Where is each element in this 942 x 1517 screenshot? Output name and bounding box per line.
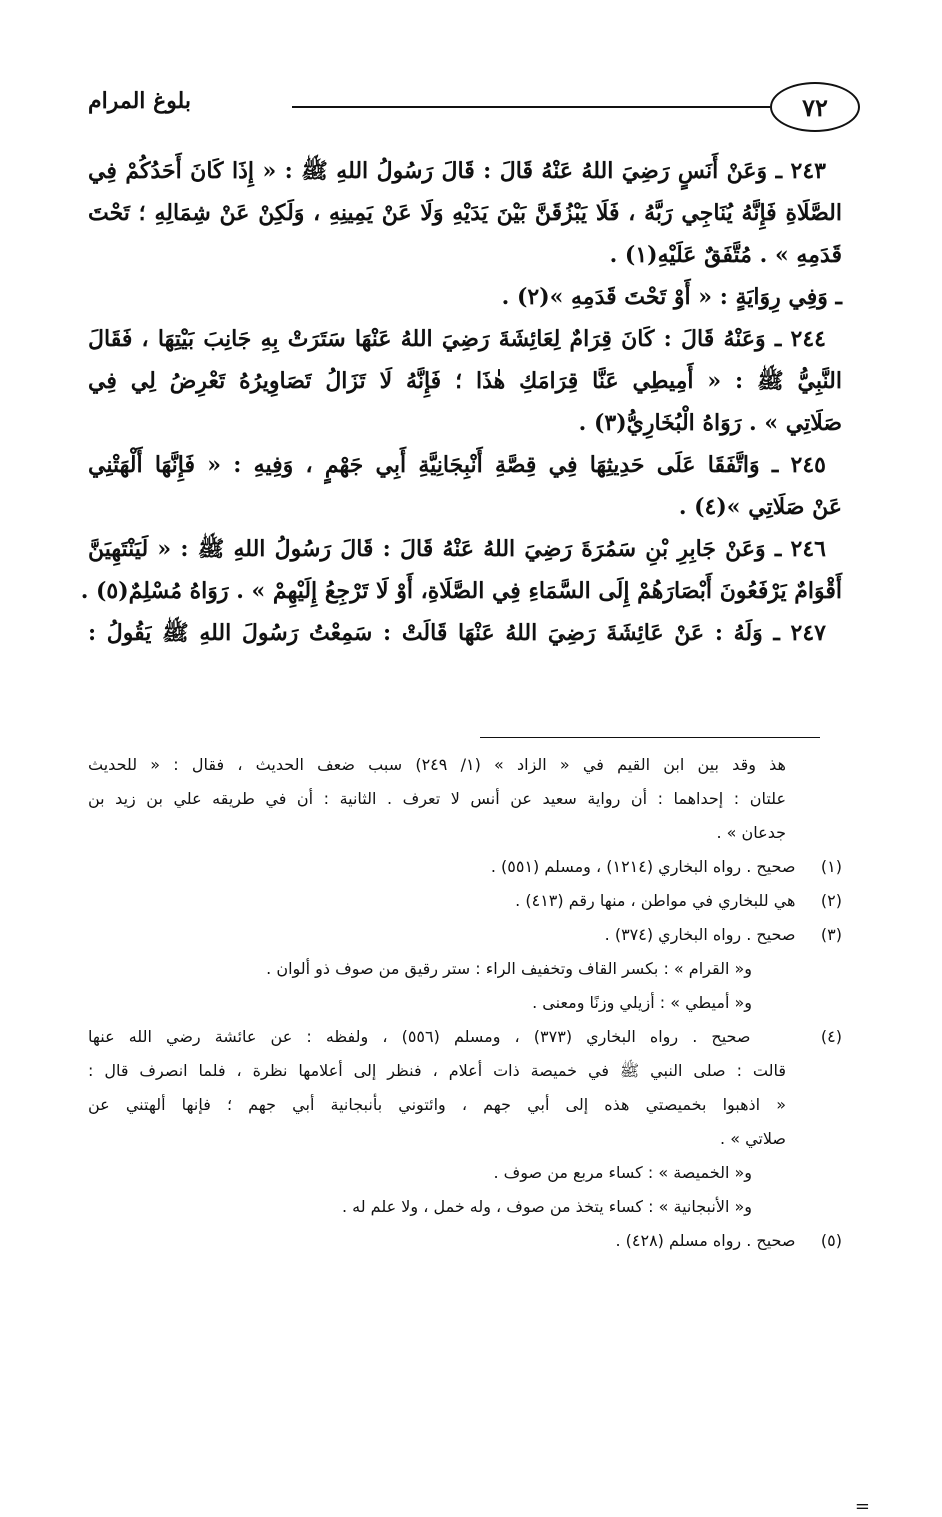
footnote-divider — [480, 737, 820, 738]
footnote-continuation-line: علتان : إحداهما : أن رواية سعيد عن أنس لا تعرف . الثانية : أن في طريقه علي بن زيد بن — [88, 789, 786, 808]
hadith-243-line-2: الصَّلَاةِ فَإِنَّهُ يُنَاجِي رَبَّهُ ، فَلَا يَبْزُقَنَّ بَيْنَ يَدَيْهِ وَلَا عَنْ يَمِينِهِ ، وَلَكِنْ عَنْ شِمَالِهِ ؛ تَحْتَ — [88, 200, 842, 226]
hadith-244-line-2: النَّبِيُّ ﷺ : « أَمِيطِي عَنَّا قِرَامَكِ هٰذَا ؛ فَإِنَّهُ لَا تَزَالُ تَصَاوِيرُهُ تَعْرِضُ لِي فِي — [88, 368, 842, 394]
continuation-mark: = — [854, 1496, 870, 1517]
footnote-5 — [88, 1224, 842, 1258]
footnote-4 — [88, 1020, 842, 1054]
header-rule — [292, 106, 770, 108]
hadith-246-line-2: أَقْوَامٌ يَرْفَعُونَ أَبْصَارَهُمْ إِلَى السَّمَاءِ فِي الصَّلَاةِ، أَوْ لَا تَرْجِعُ إِلَيْهِمْ » . رَوَاهُ مُسْلِمٌ(٥) . — [80, 578, 842, 604]
footnote-number: (٣) — [820, 925, 842, 944]
hadith-245-line-2: عَنْ صَلَاتِي »(٤) . — [678, 494, 842, 520]
footnote-continuation-line: هذ وقد بين ابن القيم في « الزاد » (١/ ٢٤٩) سبب ضعف الحديث ، فقال : « للحديث — [88, 755, 786, 774]
page-number: ٧٢ — [770, 82, 860, 132]
footnote-text-line: قالت : صلى النبي ﷺ في خميصة ذات أعلام ، فنظر إلى أعلامها نظرة ، فلما انصرف قال : — [88, 1061, 786, 1080]
footnote-gloss: و« القرام » : بكسر القاف وتخفيف الراء : ستر رقيق من صوف ذو ألوان . — [266, 959, 752, 978]
footnote-text: صحيح . رواه البخاري (٣٧٤) . — [604, 925, 796, 944]
footnote-number: (٢) — [820, 891, 842, 910]
hadith-243-line-3: قَدَمِهِ » . مُتَّفَقٌ عَلَيْهِ(١) . — [609, 242, 842, 268]
footnote-1 — [88, 850, 842, 884]
footnote-text-line: صلاتي » . — [720, 1129, 786, 1148]
hadith-243-line-1: ٢٤٣ ـ وَعَنْ أَنَسٍ رَضِيَ اللهُ عَنْهُ قَالَ : قَالَ رَسُولُ اللهِ ﷺ : « إِذَا كَانَ أَحَدُكُمْ فِي — [88, 158, 826, 184]
footnote-gloss: و« الأنبجانية » : كساء يتخذ من صوف ، وله خمل ، ولا علم له . — [341, 1197, 752, 1216]
hadith-245-line-1: ٢٤٥ ـ وَاتَّفَقَا عَلَى حَدِيثِهَا فِي قِصَّةِ أَنْبِجَانِيَّةِ أَبِي جَهْمٍ ، وَفِيهِ : « فَإِنَّهَا أَلْهَتْنِي — [88, 452, 826, 478]
hadith-244-line-3: صَلَاتِي » . رَوَاهُ الْبُخَارِيُّ(٣) . — [578, 410, 842, 436]
hadith-244-line-1: ٢٤٤ ـ وَعَنْهُ قَالَ : كَانَ قِرَامٌ لِعَائِشَةَ رَضِيَ اللهُ عَنْهَا سَتَرَتْ بِهِ جَانِبَ بَيْتِهَا ، فَقَالَ — [88, 326, 826, 352]
page-header — [60, 82, 870, 138]
footnote-gloss: و« الخميصة » : كساء مربع من صوف . — [493, 1163, 752, 1182]
hadith-247-line-1: ٢٤٧ ـ وَلَهُ : عَنْ عَائِشَةَ رَضِيَ اللهُ عَنْهَا قَالَتْ : سَمِعْتُ رَسُولَ اللهِ ﷺ يَقُولُ : — [88, 620, 826, 646]
footnote-3 — [88, 918, 842, 952]
footnote-gloss: و« أميطي » : أزيلي وزنًا ومعنى . — [532, 993, 752, 1012]
book-title: بلوغ المرام — [88, 88, 191, 114]
hadith-246-line-1: ٢٤٦ ـ وَعَنْ جَابِرِ بْنِ سَمُرَةَ رَضِيَ اللهُ عَنْهُ قَالَ : قَالَ رَسُولُ اللهِ ﷺ : « لَيَنْتَهِيَنَّ — [88, 536, 826, 562]
footnote-text-line: « اذهبوا بخميصتي هذه إلى أبي جهم ، وائتوني بأنبجانية أبي جهم ؛ فإنها ألهتني عن — [88, 1095, 786, 1114]
footnotes — [88, 748, 870, 1517]
footnote-text: صحيح . رواه مسلم (٤٢٨) . — [615, 1231, 796, 1250]
footnote-number: (١) — [820, 857, 842, 876]
footnote-number: (٥) — [820, 1231, 842, 1250]
footnote-2 — [88, 884, 842, 918]
narration-variant: ـ وَفِي رِوَايَةٍ : « أَوْ تَحْتَ قَدَمِهِ »(٢) . — [501, 284, 842, 310]
main-text — [80, 150, 842, 654]
footnote-text: صحيح . رواه البخاري (١٢١٤) ، ومسلم (٥٥١) . — [490, 857, 796, 876]
footnote-number: (٤) — [820, 1027, 843, 1046]
footnote-text: صحيح . رواه البخاري (٣٧٣) ، ومسلم (٥٥٦) ، ولفظه : عن عائشة رضي الله عنها — [88, 1027, 751, 1046]
footnote-text: هي للبخاري في مواطن ، منها رقم (٤١٣) . — [515, 891, 796, 910]
footnote-continuation-line: جدعان » . — [716, 823, 786, 842]
